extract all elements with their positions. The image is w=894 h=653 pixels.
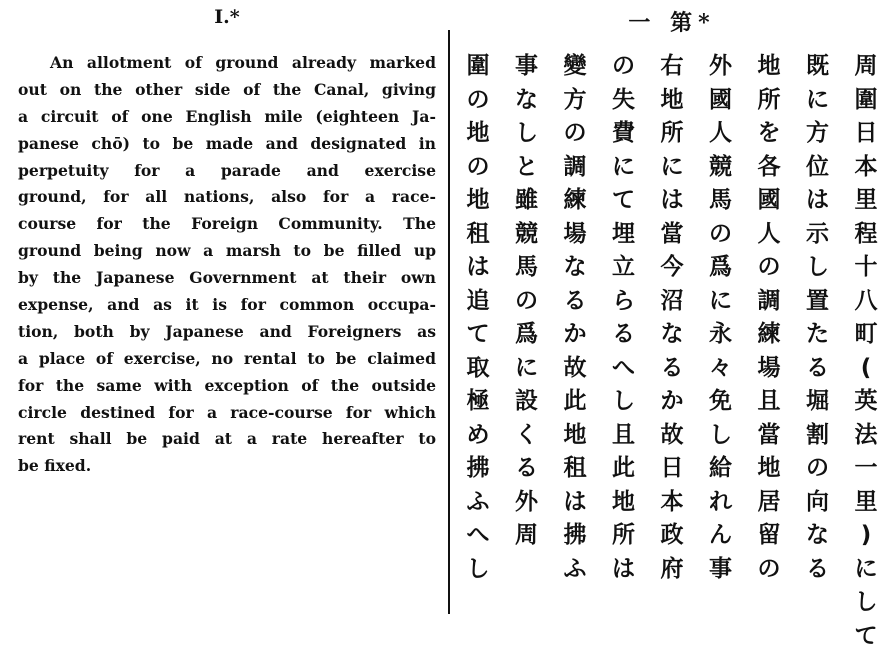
japanese-character: 周 [844, 50, 888, 84]
japanese-text-column [844, 50, 888, 653]
japanese-character: 英 [844, 385, 888, 419]
english-text-line: ground being now a marsh to be filled up [18, 238, 436, 265]
japanese-character: と [505, 151, 549, 185]
japanese-character: る [602, 318, 646, 352]
japanese-character: 沼 [650, 285, 694, 319]
japanese-character: 外 [505, 486, 549, 520]
japanese-character: 練 [747, 318, 791, 352]
japanese-character: 此 [602, 452, 646, 486]
japanese-character: 地 [456, 117, 500, 151]
english-article-heading: I.* [18, 6, 436, 28]
japanese-character: 所 [650, 117, 694, 151]
japanese-character: 追 [456, 285, 500, 319]
english-text-line: be fixed. [18, 453, 436, 480]
japanese-character: の [796, 452, 840, 486]
japanese-character: に [650, 151, 694, 185]
japanese-character: は [650, 184, 694, 218]
english-text-line: tion, both by Japanese and Foreigners as [18, 319, 436, 346]
japanese-character: 此 [553, 385, 597, 419]
japanese-character: へ [602, 352, 646, 386]
english-article-body [18, 50, 436, 480]
japanese-character: る [553, 285, 597, 319]
japanese-character: し [456, 553, 500, 587]
japanese-character: て [456, 318, 500, 352]
japanese-character: の [553, 117, 597, 151]
english-text-line: expense, and as it is for common occupa- [18, 292, 436, 319]
japanese-character: 所 [602, 519, 646, 553]
japanese-character: 町 [844, 318, 888, 352]
japanese-character: 周 [505, 519, 549, 553]
japanese-character: 事 [505, 50, 549, 84]
japanese-character: に [699, 285, 743, 319]
japanese-character: し [844, 586, 888, 620]
japanese-character: 國 [747, 184, 791, 218]
japanese-character: 地 [456, 184, 500, 218]
japanese-character: 租 [456, 218, 500, 252]
japanese-character: か [650, 385, 694, 419]
japanese-character: 方 [553, 84, 597, 118]
japanese-character: 變 [553, 50, 597, 84]
japanese-character: 馬 [505, 251, 549, 285]
japanese-character: 永 [699, 318, 743, 352]
english-text-line: ground, for all nations, also for a race- [18, 184, 436, 211]
japanese-text-column [796, 50, 840, 653]
japanese-character: 費 [602, 117, 646, 151]
japanese-character: 本 [844, 151, 888, 185]
english-text-line: course for the Foreign Community. The [18, 211, 436, 238]
japanese-character: 場 [747, 352, 791, 386]
japanese-character: ) [844, 519, 888, 553]
japanese-character: は [602, 553, 646, 587]
japanese-character: 法 [844, 419, 888, 453]
japanese-character: 人 [747, 218, 791, 252]
japanese-character: は [456, 251, 500, 285]
japanese-character: 埋 [602, 218, 646, 252]
japanese-character: 割 [796, 419, 840, 453]
japanese-character: 右 [650, 50, 694, 84]
japanese-character: 方 [796, 117, 840, 151]
japanese-character: 本 [650, 486, 694, 520]
japanese-character: 政 [650, 519, 694, 553]
japanese-character: の [747, 251, 791, 285]
english-text-line: panese chō) to be made and designated in [18, 131, 436, 158]
japanese-character: の [456, 151, 500, 185]
japanese-character: 日 [844, 117, 888, 151]
japanese-character: る [505, 452, 549, 486]
english-text-line: rent shall be paid at a rate hereafter to [18, 426, 436, 453]
japanese-character: る [796, 352, 840, 386]
english-text-line: out on the other side of the Canal, giving [18, 77, 436, 104]
japanese-character: な [650, 318, 694, 352]
japanese-character: か [553, 318, 597, 352]
japanese-character: し [505, 117, 549, 151]
japanese-character: 圍 [456, 50, 500, 84]
english-text-line: a circuit of one English mile (eighteen Ja- [18, 104, 436, 131]
japanese-character: ふ [553, 553, 597, 587]
japanese-character: 置 [796, 285, 840, 319]
japanese-character: を [747, 117, 791, 151]
japanese-character: 當 [650, 218, 694, 252]
japanese-character: 場 [553, 218, 597, 252]
japanese-character: 且 [747, 385, 791, 419]
japanese-character: の [456, 84, 500, 118]
japanese-character: く [505, 419, 549, 453]
japanese-character: 地 [650, 84, 694, 118]
japanese-character: た [796, 318, 840, 352]
japanese-character: 所 [747, 84, 791, 118]
japanese-character: 拂 [456, 452, 500, 486]
japanese-character: 地 [602, 486, 646, 520]
japanese-character: に [844, 553, 888, 587]
japanese-section [456, 0, 888, 619]
japanese-character: 故 [553, 352, 597, 386]
japanese-character: 拂 [553, 519, 597, 553]
japanese-character: 里 [844, 184, 888, 218]
japanese-character: 取 [456, 352, 500, 386]
japanese-character: 各 [747, 151, 791, 185]
japanese-character: の [602, 50, 646, 84]
japanese-character: 設 [505, 385, 549, 419]
japanese-character: 地 [747, 50, 791, 84]
japanese-article-heading: 一 第* [456, 6, 888, 37]
japanese-character: へ [456, 519, 500, 553]
japanese-text-column [505, 50, 549, 653]
japanese-character: 練 [553, 184, 597, 218]
japanese-text-column [747, 50, 791, 653]
japanese-character: 十 [844, 251, 888, 285]
japanese-text-column [602, 50, 646, 653]
japanese-character: の [699, 218, 743, 252]
japanese-character: 今 [650, 251, 694, 285]
japanese-character: ふ [456, 486, 500, 520]
japanese-character: 極 [456, 385, 500, 419]
english-text-line: by the Japanese Government at their own [18, 265, 436, 292]
japanese-character: し [602, 385, 646, 419]
japanese-character: て [602, 184, 646, 218]
japanese-character: 地 [747, 452, 791, 486]
japanese-character: 國 [699, 84, 743, 118]
japanese-character: ( [844, 352, 888, 386]
japanese-character: 既 [796, 50, 840, 84]
japanese-character: 免 [699, 385, 743, 419]
japanese-character: の [505, 285, 549, 319]
japanese-character: 租 [553, 452, 597, 486]
japanese-character: に [602, 151, 646, 185]
japanese-character: 里 [844, 486, 888, 520]
japanese-character: 八 [844, 285, 888, 319]
japanese-character: 且 [602, 419, 646, 453]
japanese-character: 故 [650, 419, 694, 453]
japanese-character: な [553, 251, 597, 285]
japanese-character: に [796, 84, 840, 118]
english-text-line: circle destined for a race-course for which [18, 400, 436, 427]
english-text-line: for the same with exception of the outside [18, 373, 436, 400]
japanese-character: 程 [844, 218, 888, 252]
japanese-character: ん [699, 519, 743, 553]
japanese-character: 々 [699, 352, 743, 386]
japanese-character: し [699, 419, 743, 453]
japanese-character: 位 [796, 151, 840, 185]
japanese-text-column [456, 50, 500, 653]
japanese-character: 雖 [505, 184, 549, 218]
japanese-character: 爲 [699, 251, 743, 285]
japanese-character: は [796, 184, 840, 218]
japanese-character: 競 [699, 151, 743, 185]
japanese-character: 日 [650, 452, 694, 486]
japanese-character: 爲 [505, 318, 549, 352]
japanese-character: 立 [602, 251, 646, 285]
japanese-character: 人 [699, 117, 743, 151]
japanese-character: る [650, 352, 694, 386]
japanese-character: れ [699, 486, 743, 520]
japanese-article-body [456, 50, 888, 653]
japanese-character: 調 [747, 285, 791, 319]
english-text-line: perpetuity for a parade and exercise [18, 158, 436, 185]
japanese-character: 外 [699, 50, 743, 84]
japanese-character: の [747, 553, 791, 587]
japanese-character: 馬 [699, 184, 743, 218]
japanese-character: 示 [796, 218, 840, 252]
japanese-character: は [553, 486, 597, 520]
japanese-character: し [796, 251, 840, 285]
japanese-character: に [505, 352, 549, 386]
japanese-character: 留 [747, 519, 791, 553]
japanese-character: 居 [747, 486, 791, 520]
japanese-character: な [796, 519, 840, 553]
japanese-character: 競 [505, 218, 549, 252]
japanese-character: 給 [699, 452, 743, 486]
japanese-character: 向 [796, 486, 840, 520]
japanese-text-column [699, 50, 743, 653]
english-text-line: a place of exercise, no rental to be claimed [18, 346, 436, 373]
japanese-character: 地 [553, 419, 597, 453]
japanese-text-column [553, 50, 597, 653]
english-text-line: An allotment of ground already marked [18, 50, 436, 77]
japanese-character: め [456, 419, 500, 453]
column-divider [448, 30, 450, 614]
japanese-character: 當 [747, 419, 791, 453]
japanese-character: ら [602, 285, 646, 319]
japanese-character: 一 [844, 452, 888, 486]
japanese-character: て [844, 620, 888, 653]
japanese-character: 府 [650, 553, 694, 587]
japanese-character: 圍 [844, 84, 888, 118]
japanese-character: 事 [699, 553, 743, 587]
japanese-character: る [796, 553, 840, 587]
japanese-character: 堀 [796, 385, 840, 419]
japanese-character: な [505, 84, 549, 118]
japanese-character: 失 [602, 84, 646, 118]
japanese-character: 調 [553, 151, 597, 185]
japanese-text-column [650, 50, 694, 653]
